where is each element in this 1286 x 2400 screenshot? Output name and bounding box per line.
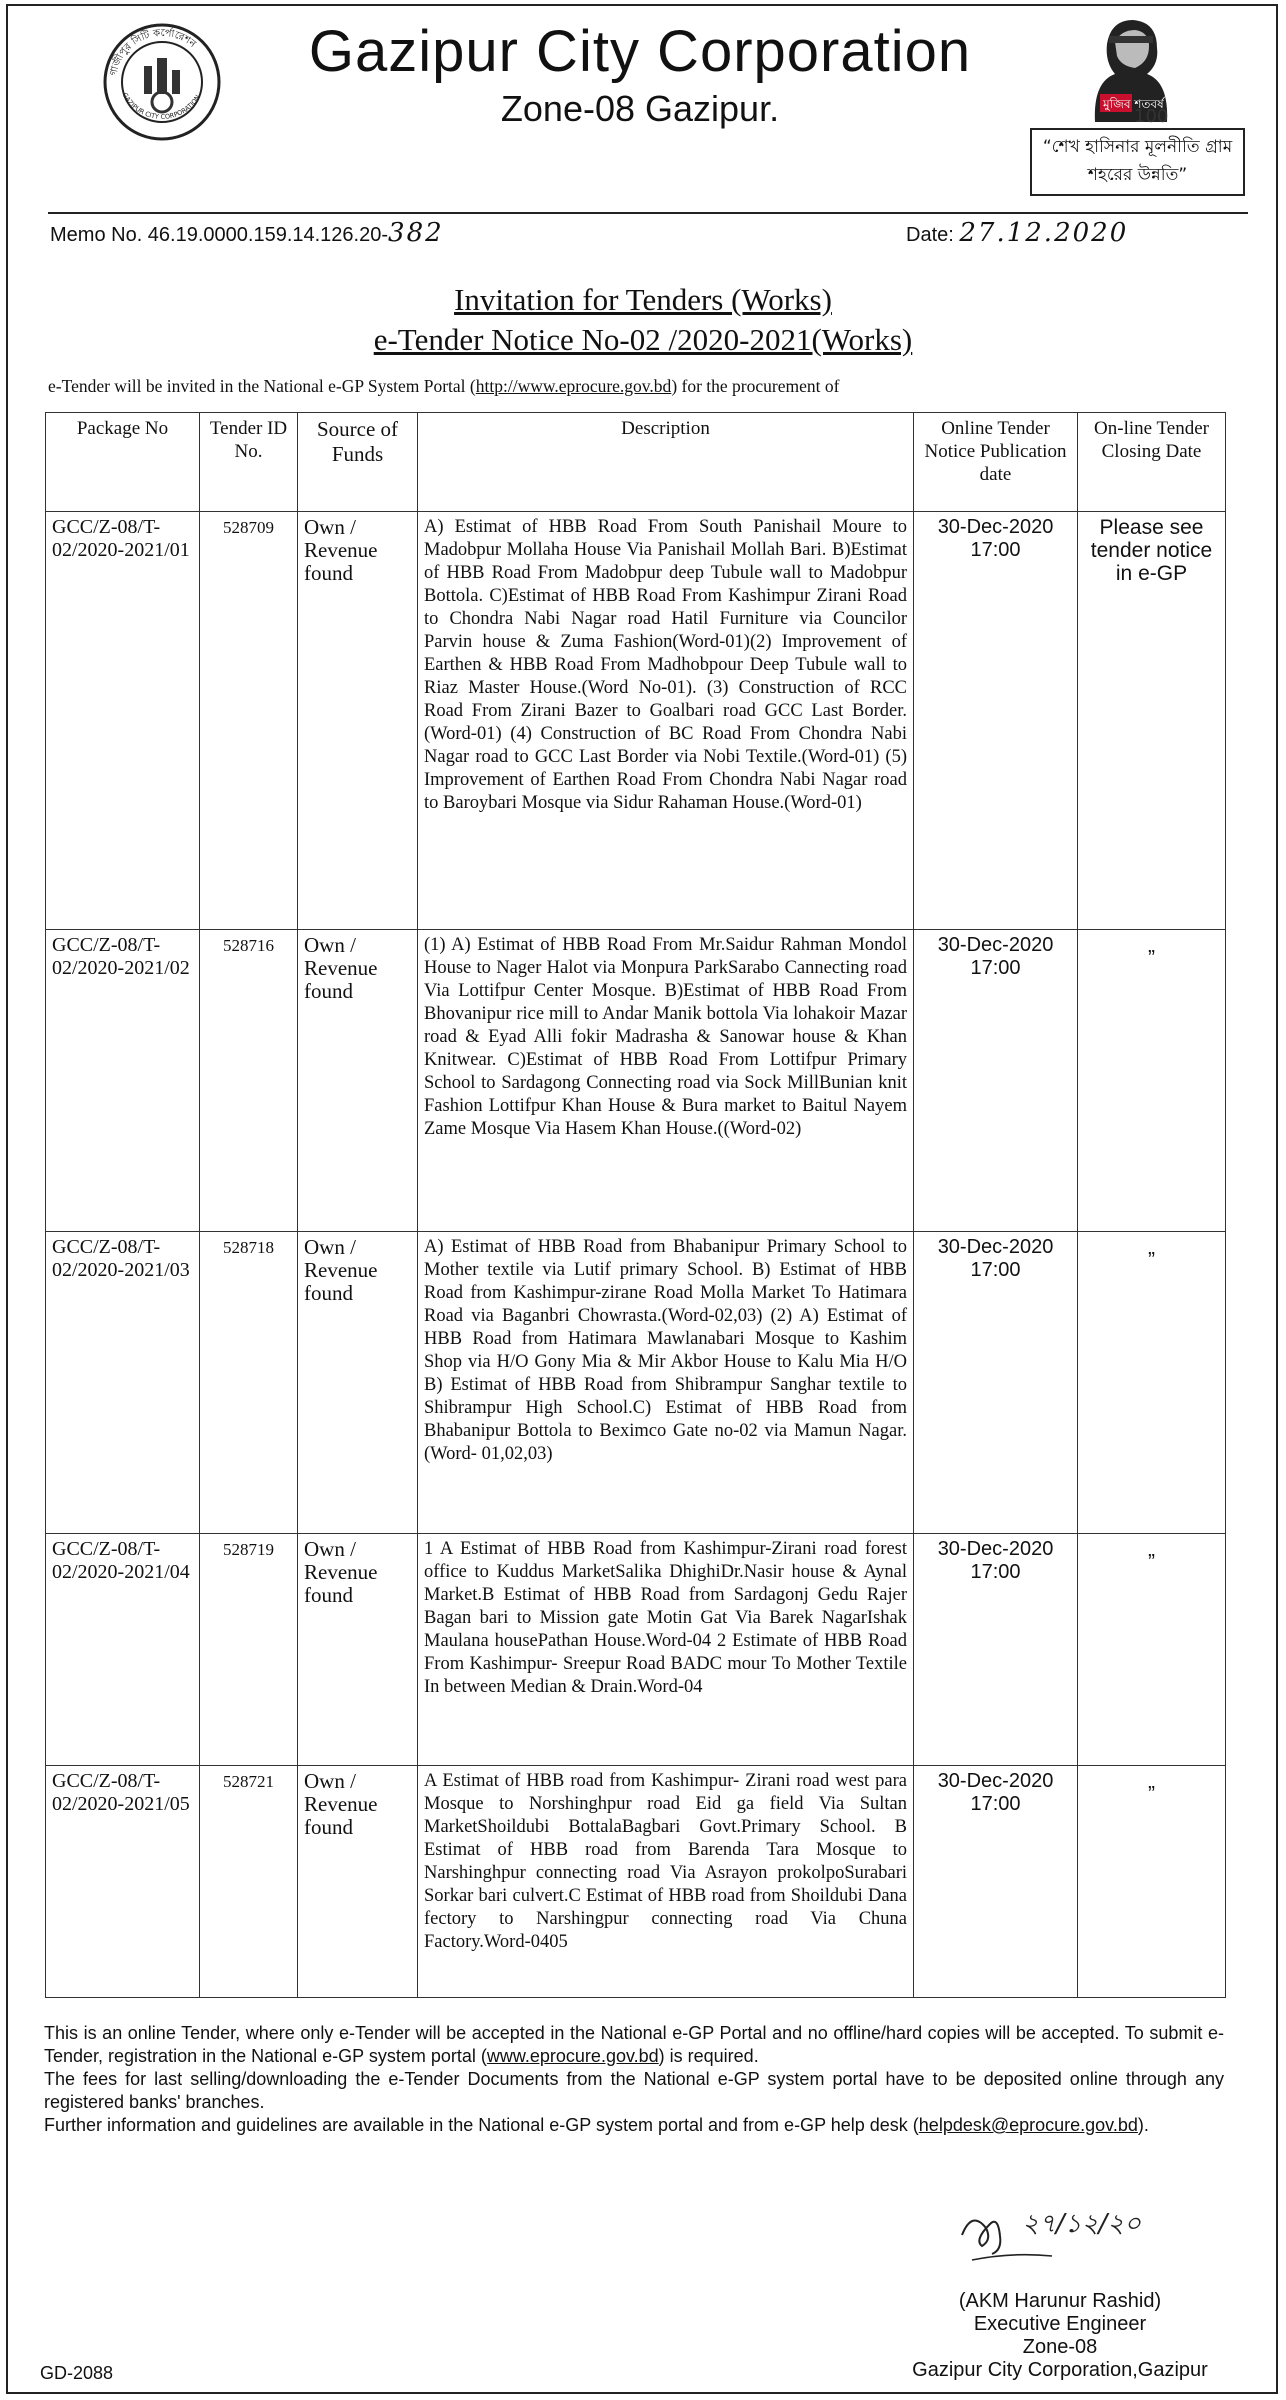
footer-paragraph-1 xyxy=(44,2022,1224,2068)
description: A) Estimat of HBB Road from Bhabanipur Primary School to Mother textile via Lutif primary School. B) Estimat of HBB Road from Kashimpur-zirane Road Molla Market To Hatimara Road via Baganbri Chowrasta.(Word-02,03) (2) A) Estimat of HBB Road from Hatimara Mawlanabari Mosque to Kashim Shop via H/O Gony Mia & Mir Akbor House to Kalu Mia H/O B) Estimat of HBB Road from Shibrampur Sanghar textile to Shibrampur High School.C) Estimat of HBB Road from Bhabanipur Bottola to Beximco Gate no-02 via Mamun Nagar.(Word- 01,02,03) xyxy=(418,1232,914,1534)
motto-box: “শেখ হাসিনার মূলনীতি গ্রাম শহরের উন্নতি” xyxy=(1030,128,1245,196)
tender-id: 528716 xyxy=(200,930,298,1232)
intro-before: e-Tender will be invited in the National e-GP System Portal ( xyxy=(48,376,476,396)
helpdesk-email-link[interactable]: helpdesk@eprocure.gov.bd xyxy=(918,2115,1138,2135)
footer-p3-text: Further information and guidelines are available in the National e-GP system portal and from e-GP help desk ( xyxy=(44,2115,919,2135)
source-of-funds: Own / Revenue found xyxy=(298,1232,418,1534)
table-row xyxy=(46,1766,1226,1998)
publication-date xyxy=(914,930,1078,1232)
package-no: GCC/Z-08/T-02/2020-2021/01 xyxy=(46,512,200,930)
footer-notes xyxy=(44,2022,1224,2137)
signature-date-handwritten: ২৭/১২/২০ xyxy=(1022,2209,1141,2239)
closing-date: Please see tender notice in e-GP xyxy=(1078,512,1226,930)
description: (1) A) Estimat of HBB Road From Mr.Saidur Rahman Mondol House to Nager Halot via Monpura ParkSarabo Cannecting road Via Lottifpur Center Mosque. B)Estimat of HBB Road From Bhovanipur rice mill to Andar Manik bottola Via lohakoir Mazar road & Eyad Alli fokir Madrasha & Sanowar house & Khan Knitwear. C)Estimat of HBB Road From Lottifpur Primary School to Sardagong Connecting road via Sock MillBunian knit Fashion Lottifpur Khan House & Bura market to Baitul Nayem Zame Mosque Via Hasem Khan House.((Word-02) xyxy=(418,930,914,1232)
zone-subtitle: Zone-08 Gazipur. xyxy=(500,88,780,129)
source-of-funds: Own / Revenue found xyxy=(298,930,418,1232)
pub-date: 30-Dec-2020 xyxy=(937,1770,1054,1792)
signatory-office: Gazipur City Corporation,Gazipur xyxy=(912,2359,1208,2381)
publication-date xyxy=(914,1232,1078,1534)
seal-subtext: GAZIPUR CITY CORPORATION xyxy=(120,91,202,121)
publication-date xyxy=(914,1766,1078,1998)
intro-text xyxy=(48,376,839,397)
closing-date: „ xyxy=(1078,1534,1226,1766)
handwritten-signature xyxy=(952,2180,1172,2280)
footer-p3-after: ). xyxy=(1137,2115,1149,2135)
header-closing: On-line Tender Closing Date xyxy=(1078,413,1226,512)
description: 1 A Estimat of HBB Road from Kashimpur-Zirani road forest office to Kuddus MarketSalika DhighiDr.Nasir house & Aynal Market.B Estimat of HBB Road from Sardagonj Gedu Rajer Bagan bari to Mission gate Motin Gat Via Barek NagarIshak Maulana housePathan House.Word-04 2 Estimate of HBB Road From Kashimpur- Sreepur Road BADC mour To Mother Textile In between Median & Drain.Word-04 xyxy=(418,1534,914,1766)
tender-id: 528709 xyxy=(200,512,298,930)
footer-p1-text: This is an online Tender, where only e-Tender will be accepted in the National e-GP Portal and no offline/hard copies will be accepted. To submit e-Tender, registration in the National e-GP system portal ( xyxy=(44,2023,1224,2066)
package-no: GCC/Z-08/T-02/2020-2021/02 xyxy=(46,930,200,1232)
signatory-designation: Executive Engineer xyxy=(973,2313,1147,2335)
intro-after: ) for the procurement of xyxy=(671,376,840,396)
eprocure-link[interactable]: http://www.eprocure.gov.bd xyxy=(475,376,672,396)
handwritten-date: 27.12.2020 xyxy=(959,218,1129,248)
publication-date xyxy=(914,512,1078,930)
tender-id: 528721 xyxy=(200,1766,298,1998)
closing-date: „ xyxy=(1078,1766,1226,1998)
memo-number xyxy=(50,218,444,248)
pub-date: 30-Dec-2020 xyxy=(937,934,1054,956)
notice-number: e-Tender Notice No-02 /2020-2021(Works) xyxy=(373,322,913,357)
pub-time: 17:00 xyxy=(970,957,1021,979)
footer-p1-after: ) is required. xyxy=(658,2046,759,2066)
table-row xyxy=(46,512,1226,930)
package-no: GCC/Z-08/T-02/2020-2021/05 xyxy=(46,1766,200,1998)
source-of-funds: Own / Revenue found xyxy=(298,1766,418,1998)
document-code: GD-2088 xyxy=(40,2363,114,2383)
footer-paragraph-3 xyxy=(44,2114,1224,2137)
signatory-name: (AKM Harunur Rashid) xyxy=(958,2290,1162,2312)
header-source: Source of Funds xyxy=(298,413,418,512)
package-no: GCC/Z-08/T-02/2020-2021/04 xyxy=(46,1534,200,1766)
table-header-row xyxy=(46,413,1226,512)
header-publication: Online Tender Notice Publication date xyxy=(914,413,1078,512)
closing-date: „ xyxy=(1078,1232,1226,1534)
table-row xyxy=(46,1534,1226,1766)
date-label: Date: xyxy=(906,224,954,246)
pub-time: 17:00 xyxy=(970,1259,1021,1281)
pub-time: 17:00 xyxy=(970,1793,1021,1815)
memo-date xyxy=(906,218,1128,248)
description: A) Estimat of HBB Road From South Panishail Moure to Madobpur Mollaha House Via Panishail Mollah Bari. B)Estimat of HBB Road From Madobpur deep Tubule wall to Madobpur Bottola. C)Estimat of HBB Road From Kashimpur Zirani Road to Chondra Nabi Nagar road Hatil Furniture via Councilor Parvin house & Zuma Fashion(Word-01)(2) Improvement of Earthen & HBB Road From Madhobpour Deep Tubule wall to Riaz Master House.(Word No-01). (3) Construction of RCC Road From Zirani Bazer to Goalbari road GCC Last Border.(Word-01) (4) Construction of BC Road From Chondra Nabi Nagar road to GCC Last Border via Nobi Textile.(Word-01) (5) Improvement of Earthen Road From Chondra Nabi Nagar road to Baroybari Mosque via Sidur Rahaman House.(Word-01) xyxy=(418,512,914,930)
header-package: Package No xyxy=(46,413,200,512)
publication-date xyxy=(914,1534,1078,1766)
mujib-badge-text: মুজিব শতবর্ষ 100 xyxy=(1103,97,1191,111)
pub-time: 17:00 xyxy=(970,539,1021,561)
source-of-funds: Own / Revenue found xyxy=(298,512,418,930)
svg-text:100: 100 xyxy=(1134,106,1169,127)
eprocure-link-footer[interactable]: www.eprocure.gov.bd xyxy=(486,2046,659,2066)
header-tender-id: Tender ID No. xyxy=(200,413,298,512)
svg-text:গাজীপুর সিটি কর্পোরেশন xyxy=(108,27,198,77)
table-row xyxy=(46,1232,1226,1534)
tender-id: 528718 xyxy=(200,1232,298,1534)
signatory-block xyxy=(860,2290,1260,2382)
description: A Estimat of HBB road from Kashimpur- Zirani road west para Mosque to Norshinghpur road Eid ga field Via Sultan MarketShoildubi BottalaBagbari Govt.Primary School. B Estimat of HBB road from Barenda Tara Mosque to Narshinghpur connecting road Via Asrayon prokolpoSurabari Sorkar bari culvert.C Estimat of HBB road from Shoildubi Dana fectory to Narshingpur connecting road Via Chuna Factory.Word-0405 xyxy=(418,1766,914,1998)
tender-id: 528719 xyxy=(200,1534,298,1766)
package-no: GCC/Z-08/T-02/2020-2021/03 xyxy=(46,1232,200,1534)
closing-date: „ xyxy=(1078,930,1226,1232)
mujib-centenary-logo xyxy=(1100,92,1191,127)
notice-title: Invitation for Tenders (Works) xyxy=(454,282,832,317)
svg-text:GAZIPUR CITY CORPORATION xyxy=(121,91,202,121)
signatory-zone: Zone-08 xyxy=(1022,2336,1098,2358)
seal-text: গাজীপুর সিটি কর্পোরেশন xyxy=(108,27,198,77)
pub-date: 30-Dec-2020 xyxy=(937,516,1054,538)
memo-handwritten-number: 382 xyxy=(388,218,444,248)
city-corporation-seal-icon xyxy=(102,22,222,142)
header-description: Description xyxy=(418,413,914,512)
pub-date: 30-Dec-2020 xyxy=(937,1236,1054,1258)
memo-label: Memo No. 46.19.0000.159.14.126.20- xyxy=(50,224,389,246)
table-row xyxy=(46,930,1226,1232)
footer-paragraph-2: The fees for last selling/downloading the e-Tender Documents from the National e-GP system portal have to be deposited online through any registered banks' branches. xyxy=(44,2069,1224,2112)
organization-title: Gazipur City Corporation xyxy=(308,19,972,84)
header-divider xyxy=(48,212,1248,214)
source-of-funds: Own / Revenue found xyxy=(298,1534,418,1766)
tender-table xyxy=(45,412,1226,1998)
pub-time: 17:00 xyxy=(970,1561,1021,1583)
pub-date: 30-Dec-2020 xyxy=(937,1538,1054,1560)
